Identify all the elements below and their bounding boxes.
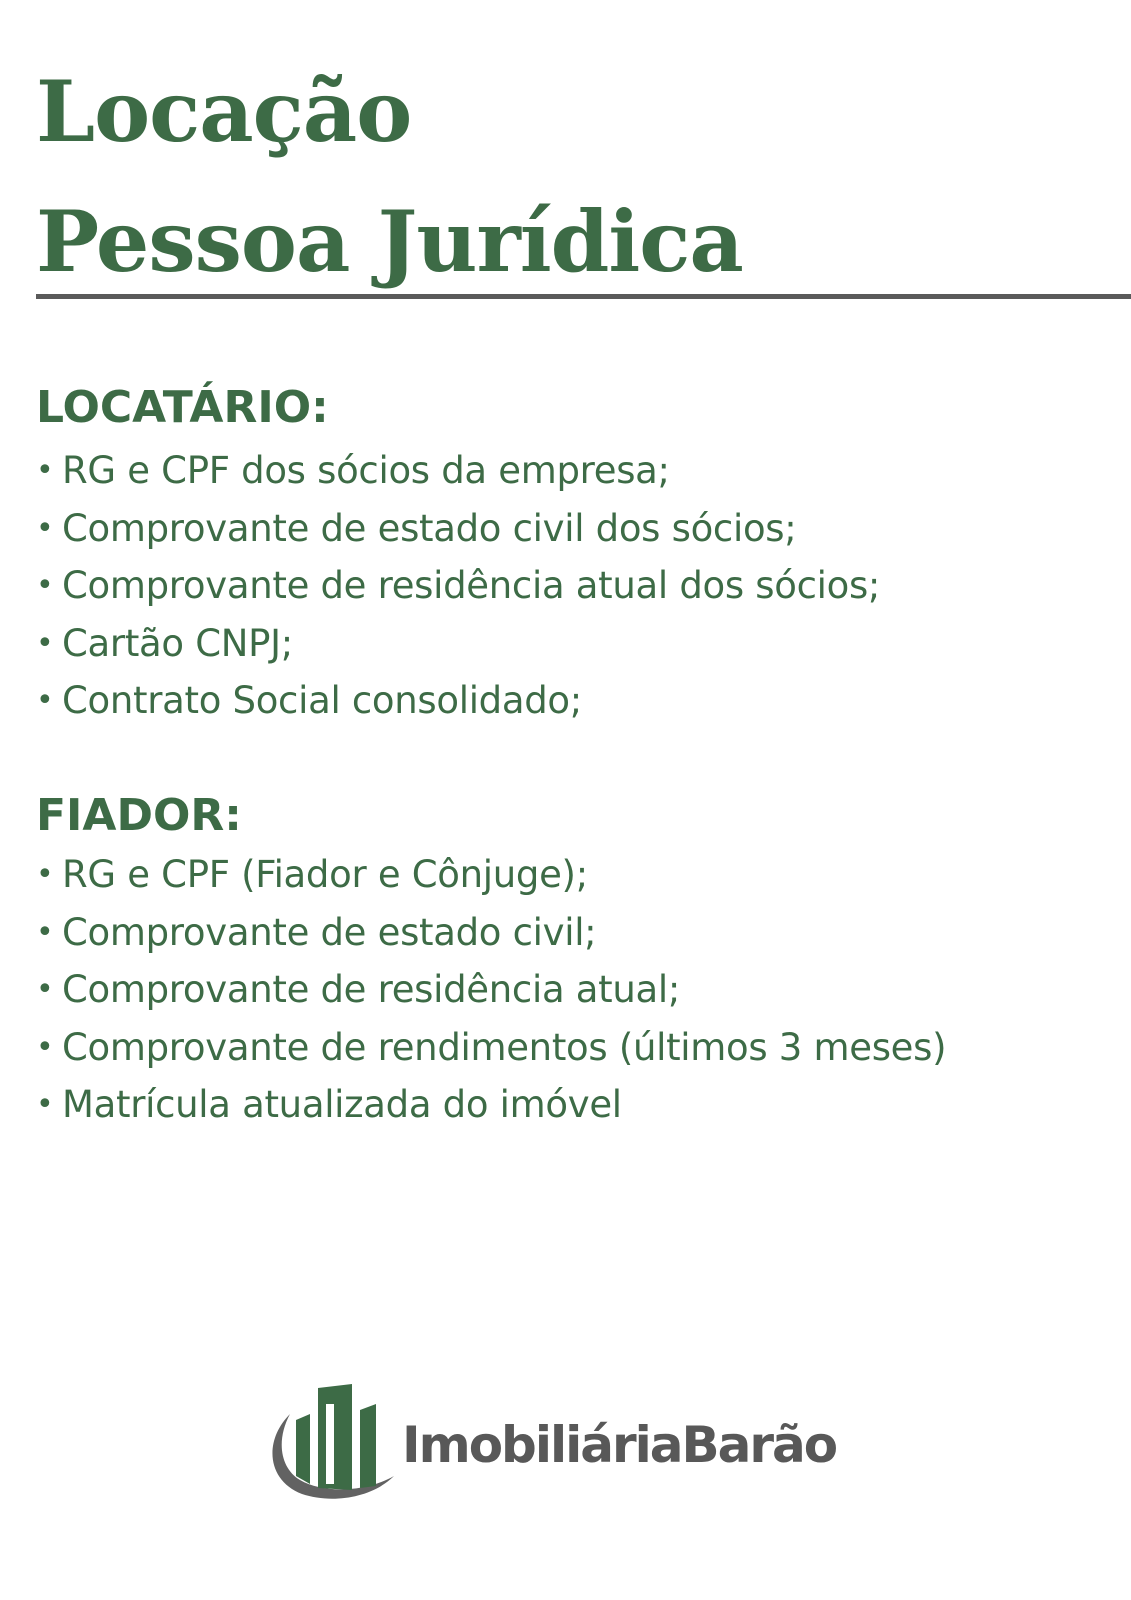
list-item xyxy=(36,672,880,730)
bullet-icon: • xyxy=(36,625,54,661)
locatario-document-list xyxy=(36,442,880,730)
title-divider xyxy=(36,294,1131,299)
list-item xyxy=(36,500,880,558)
locatario-heading: LOCATÁRIO: xyxy=(36,382,329,433)
list-item-text: Comprovante de residência atual dos sócios; xyxy=(62,564,881,608)
brand-logo xyxy=(262,1380,842,1510)
bullet-icon: • xyxy=(36,1087,54,1123)
page-title-line-1: Locação xyxy=(36,62,412,161)
list-item-text: Comprovante de estado civil dos sócios; xyxy=(62,506,797,550)
bullet-icon: • xyxy=(36,683,54,719)
list-item-text: Contrato Social consolidado; xyxy=(62,679,582,723)
list-item xyxy=(36,442,880,500)
fiador-heading: FIADOR: xyxy=(36,790,242,841)
list-item xyxy=(36,961,946,1019)
list-item-text: Matrícula atualizada do imóvel xyxy=(62,1083,622,1127)
list-item xyxy=(36,557,880,615)
bullet-icon: • xyxy=(36,914,54,950)
list-item-text: Cartão CNPJ; xyxy=(62,621,293,665)
bullet-icon: • xyxy=(36,453,54,489)
list-item-text: Comprovante de rendimentos (últimos 3 meses) xyxy=(62,1025,947,1069)
list-item xyxy=(36,1076,946,1134)
list-item-text: RG e CPF dos sócios da empresa; xyxy=(62,449,670,493)
bullet-icon: • xyxy=(36,568,54,604)
page-title-line-2: Pessoa Jurídica xyxy=(36,192,743,291)
bullet-icon: • xyxy=(36,510,54,546)
list-item xyxy=(36,615,880,673)
fiador-document-list xyxy=(36,846,946,1134)
bullet-icon: • xyxy=(36,857,54,893)
bullet-icon: • xyxy=(36,1029,54,1065)
bullet-icon: • xyxy=(36,972,54,1008)
list-item xyxy=(36,904,946,962)
list-item-text: RG e CPF (Fiador e Cônjuge); xyxy=(62,853,588,897)
brand-name: ImobiliáriaBarão xyxy=(402,1416,837,1474)
building-logo-icon xyxy=(262,1380,402,1510)
list-item xyxy=(36,846,946,904)
list-item-text: Comprovante de residência atual; xyxy=(62,968,681,1012)
list-item-text: Comprovante de estado civil; xyxy=(62,910,597,954)
list-item xyxy=(36,1019,946,1077)
